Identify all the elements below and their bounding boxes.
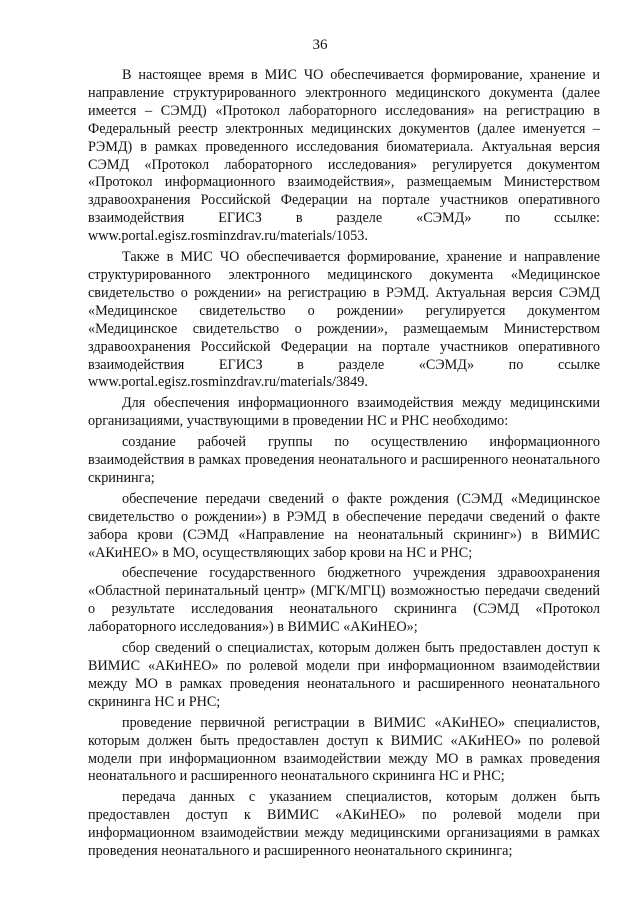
paragraph-lab-protocol-semd: В настоящее время в МИС ЧО обеспечивается формирование, хранение и направление структурированного электронного медицинского документа (далее имеется – СЭМД) «Протокол лабораторного исследования» на регистрацию в Федеральный реестр электронных медицинских документов (далее именуется – РЭМД) в рамках проведенного исследования биоматериала. Актуальная версия СЭМД «Протокол лабораторного исследования» регулируется документом «Протокол информационного взаимодействия», размещаемым Министерством здравоохранения Российской Федерации на портале участников оперативного взаимодействия ЕГИСЗ в разделе «СЭМД» по ссылке: www.portal.egisz.rosminzdrav.ru/materials/1053. (88, 67, 600, 245)
paragraph-birth-certificate-semd: Также в МИС ЧО обеспечивается формирование, хранение и направление структурированного электронного медицинского документа «Медицинское свидетельство о рождении» на регистрацию в РЭМД. Актуальная версия СЭМД «Медицинское свидетельство о рождении» регулируется документом «Медицинское свидетельство о рождении», размещаемым Министерством здравоохранения Российской Федерации на портале участников оперативного взаимодействия ЕГИСЗ в разделе «СЭМД» по ссылке www.portal.egisz.rosminzdrav.ru/materials/3849. (88, 249, 600, 391)
list-item-birth-data-transfer: обеспечение передачи сведений о факте рождения (СЭМД «Медицинское свидетельство о рождении») в РЭМД в обеспечение передачи сведений о факте забора крови (СЭМД «Направление на неонатальный скрининг») в ВИМИС «АКиНЕО» в МО, осуществляющих забор крови на НС и РНС; (88, 490, 600, 561)
paragraph-requirements-intro: Для обеспечения информационного взаимодействия между медицинскими организациями, участвующими в проведении НС и РНС необходимо: (88, 395, 600, 430)
list-item-specialist-info-collection: сбор сведений о специалистах, которым должен быть предоставлен доступ к ВИМИС «АКиНЕО» по ролевой модели при информационном взаимодействии между МО в рамках проведения неонатального и расширенного неонатального скрининга НС и РНС; (88, 640, 600, 710)
page-number: 36 (312, 37, 328, 53)
list-item-perinatal-center: обеспечение государственного бюджетного учреждения здравоохранения «Областной перинатальный центр» (МГК/МГЦ) возможностью передачи сведений о результате исследования неонатального скрининга (СЭМД «Протокол лабораторного исследования») в ВИМИС «АКиНЕО»; (88, 565, 600, 636)
list-item-specialist-data-transfer: передача данных с указанием специалистов, которым должен быть предоставлен доступ к ВИМИС «АКиНЕО» по ролевой модели при информационном взаимодействии между медицинскими организациями в рамках проведения неонатального и расширенного неонатального скрининга; (88, 789, 600, 860)
list-item-initial-registration: проведение первичной регистрации в ВИМИС «АКиНЕО» специалистов, которым должен быть предоставлен доступ к ВИМИС «АКиНЕО» по ролевой модели при информационном взаимодействии между МО в рамках проведения неонатального и расширенного неонатального скрининга НС и РНС; (88, 714, 600, 785)
list-item-working-group: создание рабочей группы по осуществлению информационного взаимодействия в рамках проведения неонатального и расширенного неонатального скрининга; (88, 434, 600, 486)
document-body (88, 67, 600, 861)
